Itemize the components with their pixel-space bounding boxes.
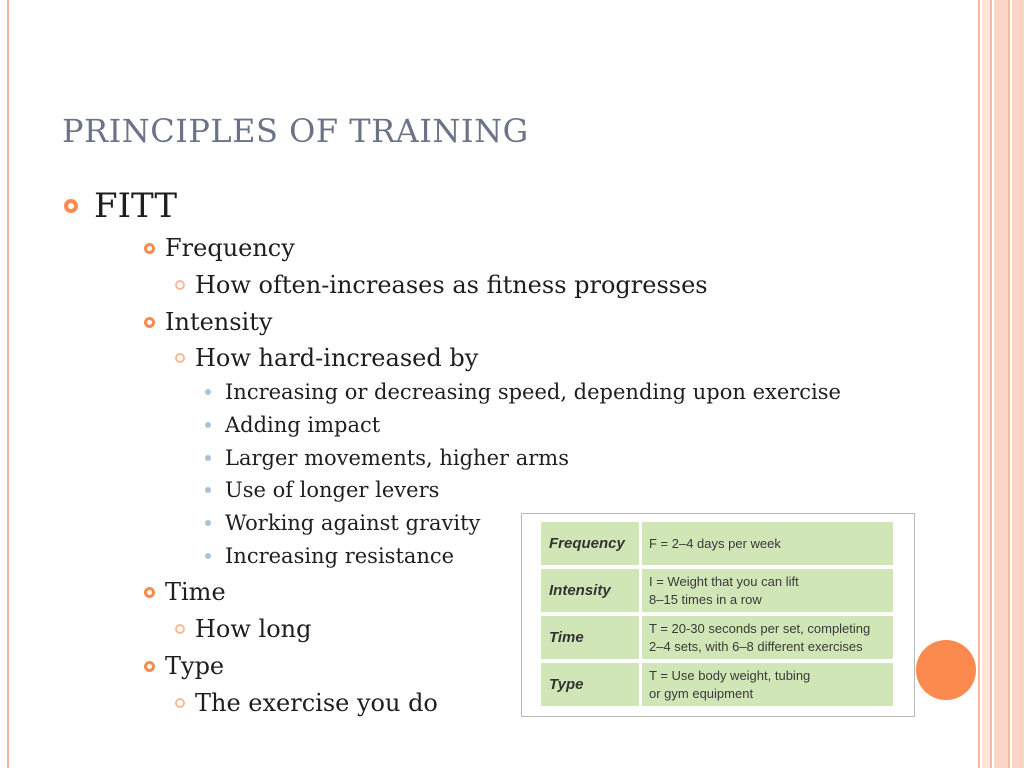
bullet-text: Time: [165, 578, 226, 606]
intensity-item: [205, 511, 480, 535]
fitt-row-label: Intensity: [541, 569, 639, 612]
bullet-text: Working against gravity: [225, 511, 481, 535]
bullet-dot-icon: [205, 455, 211, 461]
bullet-dot-icon: [205, 553, 211, 559]
fitt-table-row: [541, 616, 893, 659]
intensity-item: [205, 413, 380, 437]
bullet-fitt: [64, 186, 177, 226]
bullet-frequency-desc: [175, 271, 708, 299]
bullet-icon: [144, 317, 155, 328]
bullet-text: Larger movements, higher arms: [225, 446, 569, 470]
decorative-circle: [916, 640, 976, 700]
intensity-item: [205, 446, 569, 470]
slide-title: PRINCIPLES OF TRAINING: [62, 112, 529, 150]
bullet-time: [144, 578, 226, 606]
fitt-table-row: [541, 522, 893, 565]
bullet-text: Increasing resistance: [225, 544, 455, 568]
bullet-icon: [175, 280, 185, 290]
bullet-frequency: [144, 234, 295, 262]
left-border-line: [7, 0, 9, 768]
bullet-dot-icon: [205, 422, 211, 428]
bullet-text: Adding impact: [225, 413, 381, 437]
bullet-icon: [175, 353, 185, 363]
fitt-row-text: F = 2–4 days per week: [642, 522, 893, 565]
fitt-table-row: [541, 663, 893, 706]
fitt-table-row: [541, 569, 893, 612]
intensity-item: [205, 544, 454, 568]
bullet-type-desc: [175, 689, 438, 717]
fitt-row-text: T = 20-30 seconds per set, completing 2–4 sets, with 6–8 different exercises: [642, 616, 893, 659]
bullet-text: Frequency: [165, 234, 295, 262]
bullet-text: Type: [165, 652, 225, 680]
fitt-row-label: Time: [541, 616, 639, 659]
bullet-text: The exercise you do: [195, 689, 438, 717]
bullet-text: Intensity: [165, 308, 273, 336]
intensity-item: [205, 380, 841, 404]
bullet-time-desc: [175, 615, 312, 643]
bullet-icon: [144, 587, 155, 598]
bullet-text: How hard-increased by: [195, 344, 479, 372]
bullet-text: Increasing or decreasing speed, depending upon exercise: [225, 380, 841, 404]
bullet-icon: [175, 624, 185, 634]
bullet-icon: [144, 243, 155, 254]
bullet-intensity: [144, 308, 272, 336]
bullet-type: [144, 652, 224, 680]
bullet-dot-icon: [205, 487, 211, 493]
bullet-intensity-desc: [175, 344, 478, 372]
right-border-stripes: [978, 0, 1024, 768]
bullet-text: How often-increases as fitness progresses: [195, 271, 708, 299]
bullet-dot-icon: [205, 389, 211, 395]
fitt-row-text: T = Use body weight, tubing or gym equipment: [642, 663, 893, 706]
bullet-icon: [175, 698, 185, 708]
bullet-icon: [144, 661, 155, 672]
fitt-table-figure: [521, 513, 915, 717]
bullet-text: FITT: [94, 186, 178, 226]
fitt-row-label: Frequency: [541, 522, 639, 565]
bullet-text: Use of longer levers: [225, 478, 440, 502]
intensity-item: [205, 478, 439, 502]
fitt-row-text: I = Weight that you can lift 8–15 times in a row: [642, 569, 893, 612]
fitt-row-label: Type: [541, 663, 639, 706]
bullet-icon: [64, 199, 78, 213]
bullet-dot-icon: [205, 520, 211, 526]
bullet-text: How long: [195, 615, 312, 643]
